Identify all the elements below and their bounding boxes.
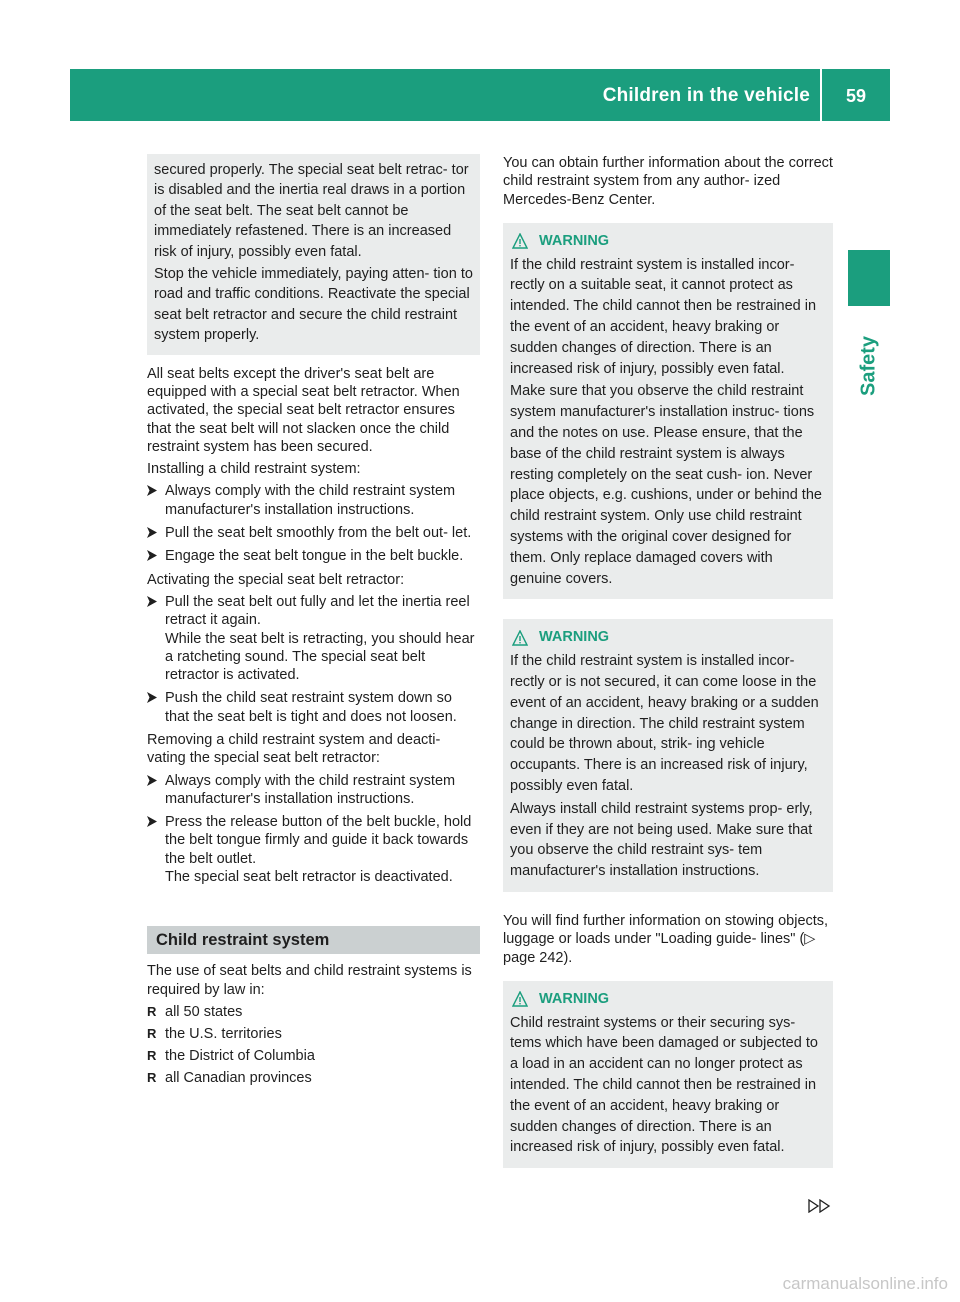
step-text: Press the release button of the belt buckle, hold the belt tongue firmly and guide it back towards the belt outlet. bbox=[165, 814, 472, 867]
double-triangle-right-icon bbox=[808, 1199, 832, 1213]
list-item: R all 50 states bbox=[147, 1003, 243, 1020]
step-item: Engage the seat belt tongue in the belt buckle. bbox=[147, 547, 480, 565]
bullet-icon: R bbox=[147, 1069, 157, 1085]
paragraph: You can obtain further information about the correct child restraint system from any author- ized Mercedes-Benz Center. bbox=[503, 155, 833, 208]
paragraph: All seat belts except the driver's seat belt are equipped with a special seat belt retractor. When activated, the special seat belt retractor ensures that the seat belt will not slacken once the child restraint system has been secured. bbox=[147, 365, 460, 455]
list-item: R all Canadian provinces bbox=[147, 1069, 312, 1086]
list-item: R the U.S. territories bbox=[147, 1025, 282, 1042]
removing-intro: Removing a child restraint system and deacti- vating the special seat belt retractor: bbox=[147, 732, 441, 767]
watermark: carmanualsonline.info bbox=[782, 1274, 948, 1293]
step-arrow-icon bbox=[147, 547, 165, 565]
warning-text: Always install child restraint systems prop- erly, even if they are not being used. Make sure that you observe the child restraint sys- tem manufacturer's installation instructions. bbox=[510, 800, 813, 880]
section-intro: The use of seat belts and child restraint systems is required by law in: bbox=[147, 963, 472, 998]
step-arrow-icon bbox=[147, 482, 165, 519]
step-item bbox=[147, 813, 480, 886]
warning-text: If the child restraint system is installed incor- rectly on a suitable seat, it cannot protect as intended. The child cannot then be restrained in the event of an accident, heavy braking or sudden changes of direction. There is an increased risk of injury, possibly even fatal. bbox=[510, 256, 817, 377]
box-paragraph: secured properly. The special seat belt retrac- tor is disabled and the inertia real draws in a portion of the seat belt. The seat belt cannot be immediately refastened. There is an increased risk of injury, possibly even fatal. bbox=[154, 162, 469, 260]
bullet-icon: R bbox=[147, 1047, 157, 1063]
installing-intro: Installing a child restraint system: bbox=[147, 461, 361, 478]
step-arrow-icon bbox=[147, 593, 165, 684]
step-item: Push the child seat restraint system down so that the seat belt is tight and does not loosen. bbox=[147, 689, 480, 726]
warning-triangle-icon bbox=[512, 991, 528, 1007]
left-column bbox=[147, 154, 480, 1091]
step-item bbox=[147, 593, 480, 684]
step-item: Pull the seat belt smoothly from the belt out- let. bbox=[147, 524, 480, 542]
right-column bbox=[503, 154, 833, 1188]
step-arrow-icon bbox=[147, 813, 165, 886]
warning-box bbox=[503, 223, 833, 600]
step-arrow-icon bbox=[147, 689, 165, 726]
warning-text: Make sure that you observe the child restraint system manufacturer's installation instruc- tions and the notes on use. Please ensure, that the base of the child restraint system is always resting completely on the seat cush- ion. Never place objects, e.g. cushions, under or behind the child restraint system. Only use child restraint systems with the original cover designed for them. Only replace damaged covers with genuine covers. bbox=[510, 383, 822, 587]
warning-text: If the child restraint system is installed incor- rectly or is not secured, it can come loose in the event of an accident, heavy braking or a sudden change in direction. The child restraint system could be thrown about, strik- ing vehicle occupants. There is an increased risk of injury, possibly even fatal. bbox=[510, 653, 819, 795]
step-arrow-icon bbox=[147, 524, 165, 542]
section-heading: Child restraint system bbox=[147, 926, 480, 954]
page-number: 59 bbox=[845, 86, 866, 106]
warning-text: Child restraint systems or their securing sys- tems which have been damaged or subjected to a load in an accident can no longer protect as intended. The child cannot then be restrained in the event of an accident, heavy braking or sudden changes of direction. There is an increased risk of injury, possibly even fatal. bbox=[510, 1014, 818, 1156]
warning-box bbox=[503, 619, 833, 892]
step-result: The special seat belt retractor is deactivated. bbox=[165, 869, 453, 886]
warning-label: WARNING bbox=[539, 232, 610, 249]
warning-label: WARNING bbox=[539, 990, 610, 1007]
step-text: Pull the seat belt out fully and let the inertia reel retract it again. bbox=[165, 593, 470, 629]
step-arrow-icon bbox=[147, 772, 165, 809]
warning-box bbox=[503, 981, 833, 1168]
step-item: Always comply with the child restraint system manufacturer's installation instructions. bbox=[147, 482, 480, 519]
warning-triangle-icon bbox=[512, 630, 528, 646]
step-result: While the seat belt is retracting, you should hear a ratcheting sound. The special seat belt retractor is activated. bbox=[165, 630, 475, 684]
step-item: Always comply with the child restraint system manufacturer's installation instructions. bbox=[147, 772, 480, 809]
stowing-reference: You will find further information on stowing objects, luggage or loads under "Loading guide- lines" (▷ page 242). bbox=[503, 913, 829, 966]
activating-intro: Activating the special seat belt retractor: bbox=[147, 571, 405, 588]
bullet-icon: R bbox=[147, 1003, 157, 1019]
warning-triangle-icon bbox=[512, 233, 528, 249]
box-paragraph: Stop the vehicle immediately, paying atten- tion to road and traffic conditions. Reactivate the special seat belt retractor and secure the child restraint system properly. bbox=[154, 266, 473, 344]
chapter-title: Children in the vehicle bbox=[603, 69, 822, 121]
continued-warning-box bbox=[147, 154, 480, 355]
side-tab-label: Safety bbox=[857, 335, 880, 397]
list-item: R the District of Columbia bbox=[147, 1047, 315, 1064]
bullet-icon: R bbox=[147, 1025, 157, 1041]
warning-label: WARNING bbox=[539, 629, 610, 646]
side-tab-marker bbox=[848, 250, 890, 306]
page-header-bar bbox=[70, 69, 890, 121]
